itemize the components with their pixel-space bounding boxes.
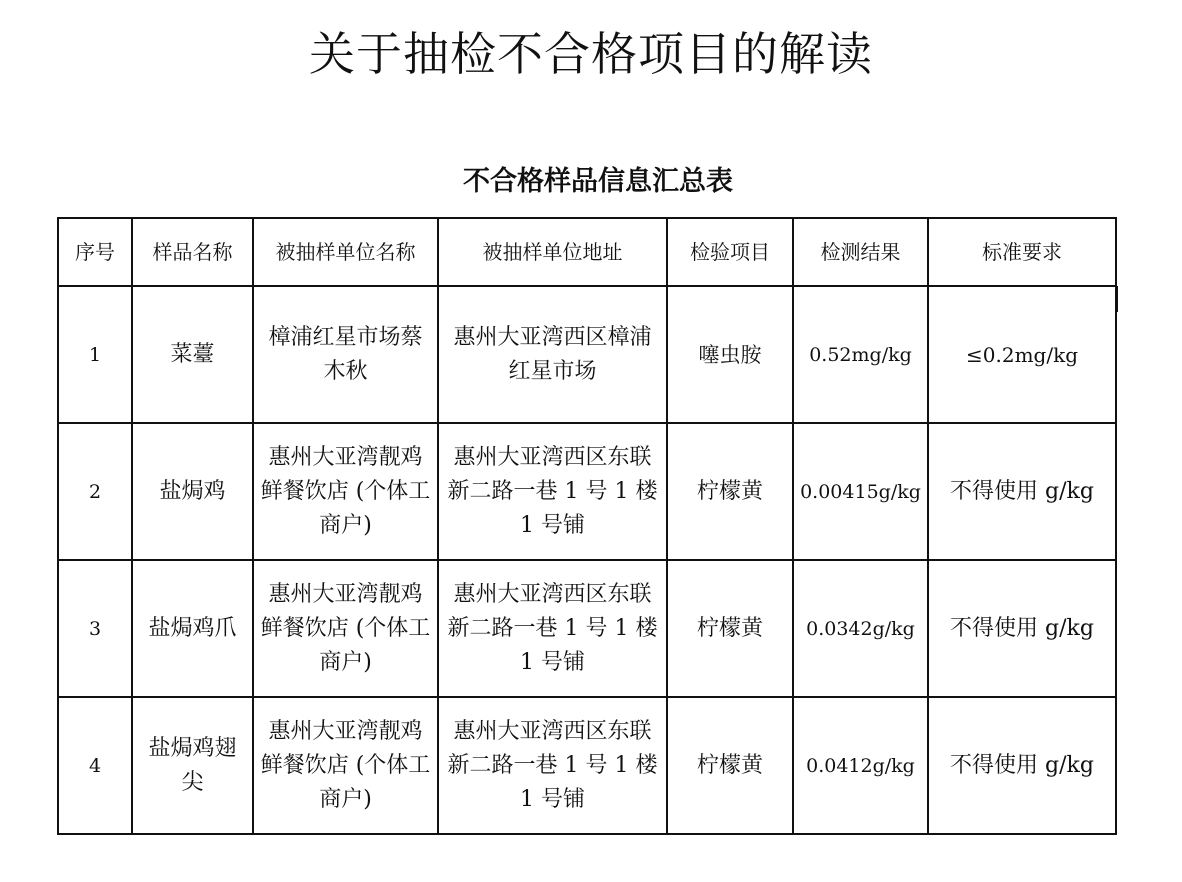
unit-name-text: 惠州大亚湾靓鸡鲜餐饮店 (个体工商户): [260, 581, 431, 675]
header-standard-requirement: 标准要求: [928, 218, 1116, 286]
row-standard: 不得使用 g/kg: [928, 697, 1116, 834]
row-test-result: 0.52mg/kg: [793, 286, 928, 423]
unit-name-text: 惠州大亚湾靓鸡鲜餐饮店 (个体工商户): [260, 718, 431, 812]
table-header-row: [58, 218, 1116, 286]
row-test-result: 0.00415g/kg: [793, 423, 928, 560]
row-test-result: 0.0412g/kg: [793, 697, 928, 834]
unqualified-samples-table: [57, 217, 1117, 835]
unit-address-text: 惠州大亚湾西区东联新二路一巷 1 号 1 楼 1 号铺: [447, 444, 658, 538]
row-no: 2: [58, 423, 132, 560]
unit-name-text: 樟浦红星市场蔡木秋: [268, 324, 423, 384]
row-unit-address: [438, 560, 667, 697]
header-sampled-unit-name: 被抽样单位名称: [253, 218, 438, 286]
unit-address-text: 惠州大亚湾西区东联新二路一巷 1 号 1 楼 1 号铺: [447, 718, 658, 812]
row-test-item: 噻虫胺: [667, 286, 793, 423]
header-test-result: 检测结果: [793, 218, 928, 286]
row-sample-name: [132, 697, 253, 834]
page-title: 关于抽检不合格项目的解读: [309, 27, 873, 81]
row-unit-name: [253, 423, 438, 560]
row-sample-name: 菜薹: [132, 286, 253, 423]
unit-address-text: 惠州大亚湾西区樟浦红星市场: [453, 324, 652, 384]
row-test-result: 0.0342g/kg: [793, 560, 928, 697]
header-test-item: 检验项目: [667, 218, 793, 286]
row-unit-address: [438, 286, 667, 423]
unit-address-text: 惠州大亚湾西区东联新二路一巷 1 号 1 楼 1 号铺: [447, 581, 658, 675]
sample-name-text: 盐焗鸡翅尖: [148, 735, 237, 795]
row-unit-name: [253, 560, 438, 697]
row-sample-name: 盐焗鸡爪: [132, 560, 253, 697]
row-no: 3: [58, 560, 132, 697]
row-test-item: 柠檬黄: [667, 697, 793, 834]
row-unit-name: [253, 697, 438, 834]
row-standard: ≤0.2mg/kg: [928, 286, 1116, 423]
row-no: 4: [58, 697, 132, 834]
unit-name-text: 惠州大亚湾靓鸡鲜餐饮店 (个体工商户): [260, 444, 431, 538]
row-standard: 不得使用 g/kg: [928, 560, 1116, 697]
row-sample-name: 盐焗鸡: [132, 423, 253, 560]
text-cursor-mark: [1115, 286, 1118, 312]
table-row: [58, 560, 1116, 697]
table-row: [58, 697, 1116, 834]
row-test-item: 柠檬黄: [667, 560, 793, 697]
row-unit-name: [253, 286, 438, 423]
row-unit-address: [438, 697, 667, 834]
header-sample-name: 样品名称: [132, 218, 253, 286]
row-no: 1: [58, 286, 132, 423]
table-row: [58, 423, 1116, 560]
header-sampled-unit-address: 被抽样单位地址: [438, 218, 667, 286]
row-test-item: 柠檬黄: [667, 423, 793, 560]
row-standard: 不得使用 g/kg: [928, 423, 1116, 560]
table-row: [58, 286, 1116, 423]
header-no: 序号: [58, 218, 132, 286]
row-unit-address: [438, 423, 667, 560]
table-title: 不合格样品信息汇总表: [463, 166, 733, 197]
